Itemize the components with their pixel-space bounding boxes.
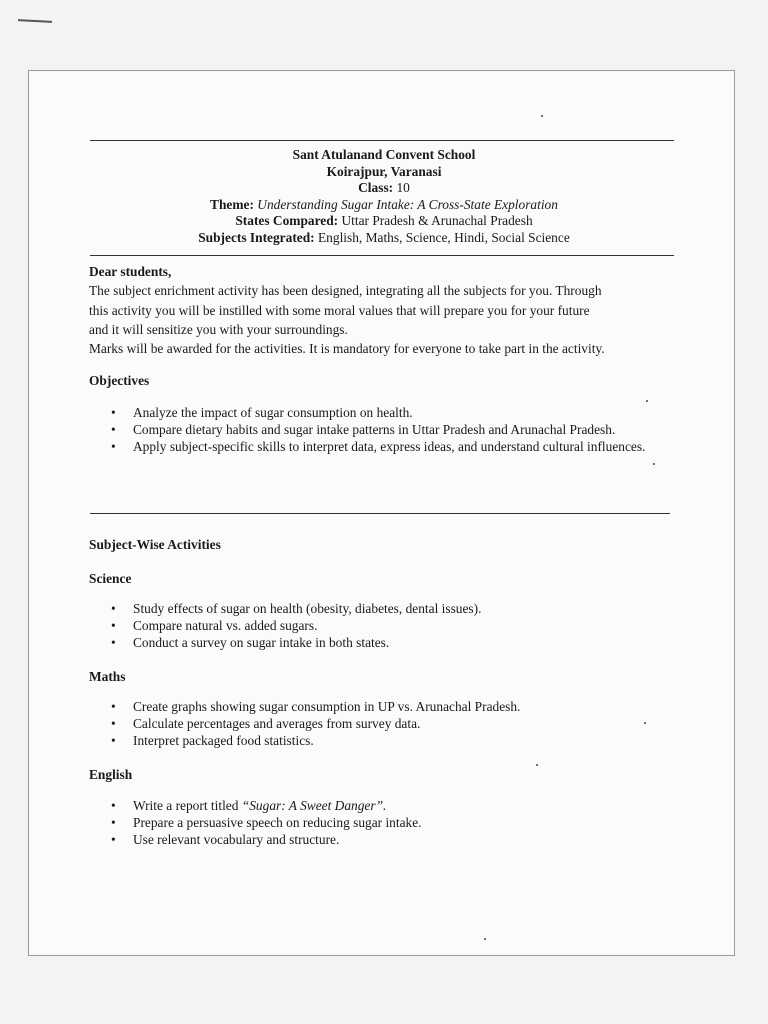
list-item [89, 438, 649, 455]
english-item: Use relevant vocabulary and structure. [133, 832, 340, 847]
objective-text: Apply subject-specific skills to interpret data, express ideas, and understand cultural influences. [133, 439, 646, 454]
states-label: States Compared: [235, 213, 339, 229]
theme-label: Theme: [210, 196, 254, 212]
subjects-label: Subjects Integrated: [198, 229, 315, 245]
english-item: Prepare a persuasive speech on reducing sugar intake. [133, 815, 422, 830]
english-list [89, 797, 669, 848]
science-heading: Science [89, 571, 132, 586]
maths-item: Interpret packaged food statistics. [133, 733, 314, 748]
subjects-value: English, Maths, Science, Hindi, Social Science [318, 229, 570, 245]
english-heading: English [89, 767, 133, 782]
subjects-line [0, 230, 768, 247]
bullet-icon: • [111, 798, 116, 813]
maths-list [89, 698, 669, 749]
intro-line-2: this activity you will be instilled with some moral values that will prepare you for your future [89, 302, 590, 318]
english-item-prefix: Write a report titled [133, 798, 242, 813]
scan-speck [644, 722, 646, 724]
theme-value: Understanding Sugar Intake: A Cross-State Exploration [257, 196, 558, 212]
objectives-heading: Objectives [89, 373, 150, 388]
bullet-icon: • [111, 733, 116, 748]
bullet-icon: • [111, 815, 116, 830]
top-divider [90, 140, 674, 141]
document-header [0, 147, 768, 247]
maths-item: Create graphs showing sugar consumption in UP vs. Arunachal Pradesh. [133, 699, 521, 714]
activities-heading: Subject-Wise Activities [89, 537, 221, 552]
states-value: Uttar Pradesh & Arunachal Pradesh [341, 213, 533, 229]
bullet-icon: • [111, 618, 116, 633]
intro-line-4: Marks will be awarded for the activities. It is mandatory for everyone to take part in the activity. [89, 341, 605, 357]
list-item [89, 715, 669, 732]
class-label: Class: [358, 180, 394, 196]
bullet-icon: • [111, 601, 116, 616]
objective-text: Compare dietary habits and sugar intake patterns in Uttar Pradesh and Arunachal Pradesh. [133, 422, 616, 437]
objectives-list [89, 404, 649, 455]
scan-speck [484, 938, 486, 940]
scan-speck [541, 115, 543, 117]
intro-section [89, 262, 669, 358]
bullet-icon: • [111, 832, 116, 847]
bullet-icon: • [111, 439, 116, 454]
scan-artifact-mark [18, 19, 52, 23]
list-item [89, 797, 669, 814]
list-item [89, 600, 669, 617]
report-title: “Sugar: A Sweet Danger”. [241, 798, 387, 813]
scan-speck [536, 764, 538, 766]
list-item [89, 617, 669, 634]
list-item [89, 404, 649, 421]
header-divider [90, 255, 674, 256]
list-item [89, 421, 649, 438]
science-item: Study effects of sugar on health (obesity, diabetes, dental issues). [133, 601, 482, 616]
list-item [89, 634, 669, 651]
science-item: Conduct a survey on sugar intake in both states. [133, 635, 390, 650]
intro-line-1: The subject enrichment activity has been designed, integrating all the subjects for you. Through [89, 283, 602, 299]
list-item [89, 698, 669, 715]
science-item: Compare natural vs. added sugars. [133, 618, 318, 633]
school-location: Koirajpur, Varanasi [326, 163, 442, 179]
objective-text: Analyze the impact of sugar consumption on health. [133, 405, 413, 420]
list-item [89, 814, 669, 831]
class-line [0, 180, 768, 197]
section-divider [90, 513, 670, 514]
scan-speck [646, 400, 648, 402]
school-name: Sant Atulanand Convent School [292, 147, 476, 162]
theme-line [0, 197, 768, 214]
bullet-icon: • [111, 635, 116, 650]
bullet-icon: • [111, 405, 116, 420]
science-list [89, 600, 669, 651]
intro-line-3: and it will sensitize you with your surroundings. [89, 321, 348, 337]
scan-speck [653, 463, 655, 465]
class-value: 10 [396, 180, 410, 196]
maths-item: Calculate percentages and averages from survey data. [133, 716, 421, 731]
bullet-icon: • [111, 699, 116, 714]
states-line [0, 213, 768, 230]
greeting: Dear students, [89, 264, 172, 279]
list-item [89, 732, 669, 749]
maths-heading: Maths [89, 669, 126, 684]
list-item [89, 831, 669, 848]
bullet-icon: • [111, 716, 116, 731]
bullet-icon: • [111, 422, 116, 437]
